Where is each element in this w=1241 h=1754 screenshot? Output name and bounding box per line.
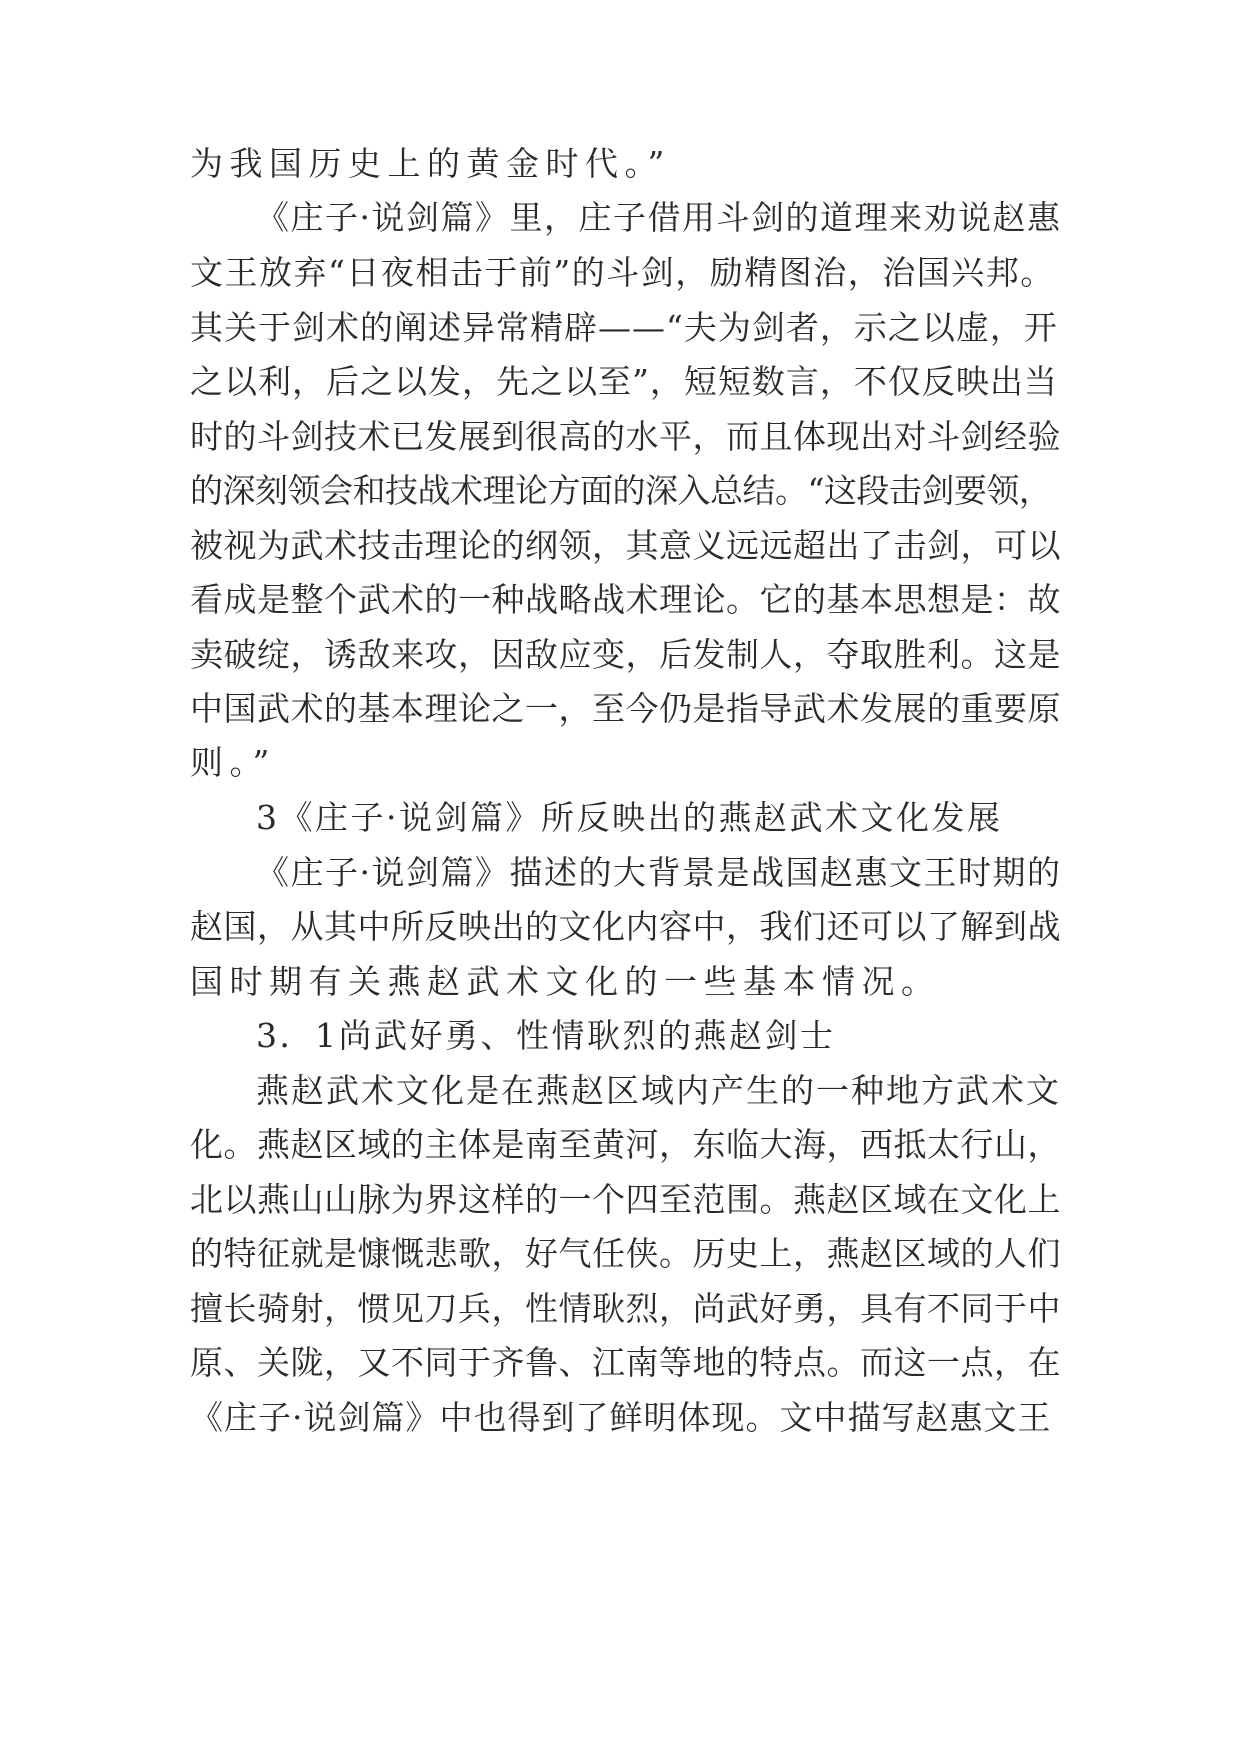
text-line: 的深刻领会和技战术理论方面的深入总结。“这段击剑要领， (190, 471, 1052, 510)
text-line: 《庄子·说剑篇》中也得到了鲜明体现。文中描写赵惠文王 (190, 1398, 1052, 1437)
text-line: 被视为武术技击理论的纲领，其意义远远超出了击剑，可以 (190, 526, 1061, 565)
text-line: 擅长骑射，惯见刀兵，性情耿烈，尚武好勇，具有不同于中 (190, 1289, 1061, 1328)
paragraph-start-line: 燕赵武术文化是在燕赵区域内产生的一种地方武术文 (256, 1071, 1061, 1110)
text-line: 赵国，从其中所反映出的文化内容中，我们还可以了解到战 (190, 907, 1061, 946)
text-line: 的特征就是慷慨悲歌，好气任侠。历史上，燕赵区域的人们 (190, 1234, 1061, 1273)
text-line: 国时期有关燕赵武术文化的一些基本情况。 (190, 962, 941, 1001)
text-line: 时的斗剑技术已发展到很高的水平，而且体现出对斗剑经验 (190, 417, 1061, 456)
subsection-heading: 3．1尚武好勇、性情耿烈的燕赵剑士 (256, 1016, 836, 1055)
text-line: 之以利，后之以发，先之以至”，短短数言，不仅反映出当 (190, 362, 1058, 401)
paragraph-start-line: 《庄子·说剑篇》里，庄子借用斗剑的道理来劝说赵惠 (256, 198, 1062, 237)
text-line: 其关于剑术的阐述异常精辟——“夫为剑者，示之以虚，开 (190, 308, 1058, 347)
text-line: 卖破绽，诱敌来攻，因敌应变，后发制人，夺取胜利。这是 (190, 635, 1061, 674)
section-heading: 3《庄子·说剑篇》所反映出的燕赵武术文化发展 (256, 798, 1003, 837)
paragraph-start-line: 《庄子·说剑篇》描述的大背景是战国赵惠文王时期的 (256, 853, 1062, 892)
text-line: 看成是整个武术的一种战略战术理论。它的基本思想是：故 (190, 580, 1061, 619)
text-line: 文王放弃“日夜相击于前”的斗剑，励精图治，治国兴邦。 (190, 253, 1055, 292)
text-line: 北以燕山山脉为界这样的一个四至范围。燕赵区域在文化上 (190, 1180, 1061, 1219)
text-line: 原、关陇，又不同于齐鲁、江南等地的特点。而这一点，在 (190, 1343, 1061, 1382)
text-line: 化。燕赵区域的主体是南至黄河，东临大海，西抵太行山， (190, 1125, 1061, 1164)
text-line: 则。” (190, 743, 276, 782)
text-line: 中国武术的基本理论之一，至今仍是指导武术发展的重要原 (190, 689, 1061, 728)
text-line: 为我国历史上的黄金时代。” (190, 144, 671, 183)
